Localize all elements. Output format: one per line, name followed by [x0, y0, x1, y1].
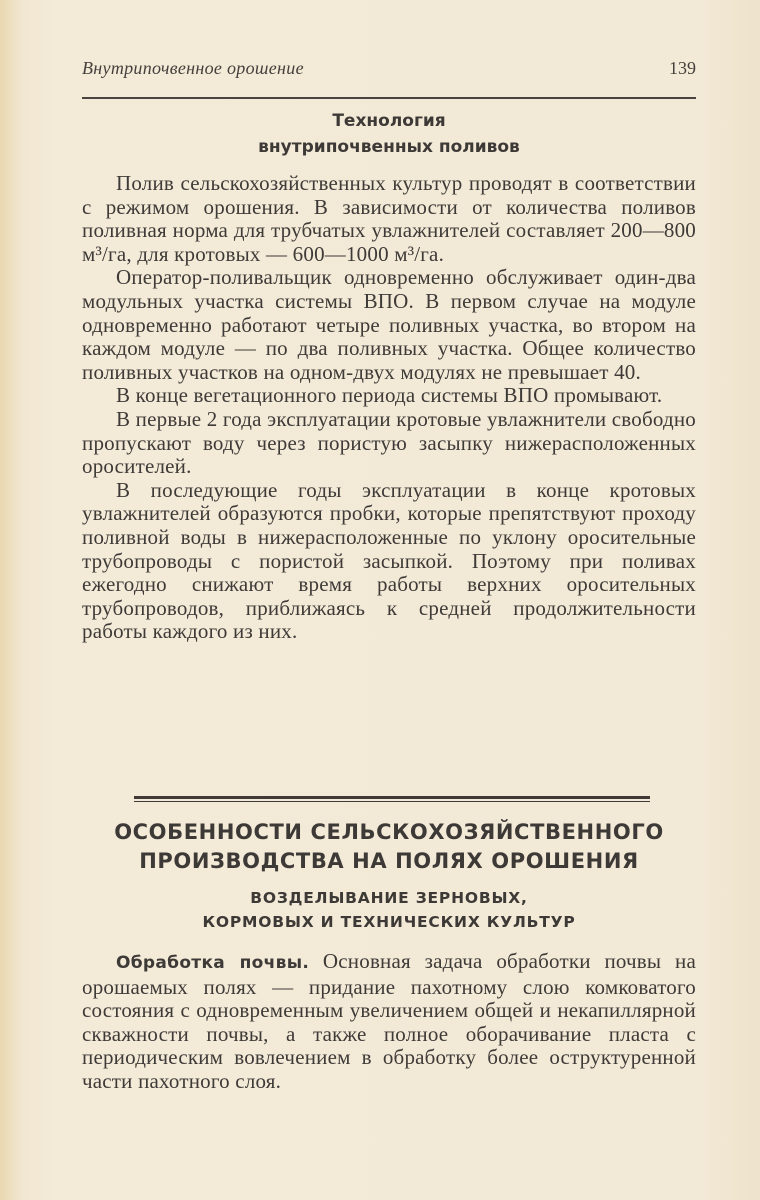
chapter-title-line-2: ПРОИЗВОДСТВА НА ПОЛЯХ ОРОШЕНИЯ: [139, 849, 639, 873]
section-heading-line-1: Технология: [332, 111, 446, 131]
run-in-heading: Обработка почвы.: [116, 953, 310, 973]
divider-thin-line: [134, 801, 650, 802]
section-body: [82, 172, 696, 644]
subsection-title: [82, 886, 696, 934]
page-header: [82, 58, 696, 86]
running-title: Внутрипочвенное орошение: [82, 58, 304, 78]
subsection-title-line-2: КОРМОВЫХ И ТЕХНИЧЕСКИХ КУЛЬТУР: [202, 913, 576, 931]
subsection-body: [82, 950, 696, 1094]
section-heading-line-2: внутрипочвенных поливов: [258, 137, 520, 157]
paragraph: В конце вегетационного периода системы ВПО промывают.: [116, 383, 663, 408]
section-heading-technology: [82, 108, 696, 160]
paragraph: Оператор-поливальщик одновременно обслуживает один-два модульных участка системы ВПО. В первом случае на модуле одновременно работают четыре поливных участка, во втором на каждом модуле — по два поливных участка. Общее количество поливных участков на одном-двух модулях не превышает 40.: [82, 265, 696, 384]
chapter-title: [82, 818, 696, 876]
divider-thick-line: [134, 796, 650, 799]
subsection-title-line-1: ВОЗДЕЛЫВАНИЕ ЗЕРНОВЫХ,: [250, 889, 528, 907]
paragraph: [82, 950, 696, 1094]
header-rule: [82, 97, 696, 99]
paragraph-text: Основная задача обработки почвы на орошаемых полях — придание пахотному слою комковатого состояния с одновременным увеличением общей и некапиллярной скважности почвы, а также полное оборачивание пласта с периодическим вовлечением в обработку более оструктуренной части пахотного слоя.: [82, 949, 696, 1093]
paragraph: В первые 2 года эксплуатации кротовые увлажнители свободно пропускают воду через пористую засыпку нижерасположенных оросителей.: [82, 406, 696, 479]
paragraph: Полив сельскохозяйственных культур проводят в соответствии с режимом орошения. В зависимости от количества поливов поливная норма для трубчатых увлажнителей составляет 200—800 м³/га, для кротовых — 600—1000 м³/га.: [82, 171, 696, 266]
paragraph: В последующие годы эксплуатации в конце кротовых увлажнителей образуются пробки, которые препятствуют проходу поливной воды в нижерасположенные по уклону оросительные трубопроводы с пористой засыпкой. Поэтому при поливах ежегодно снижают время работы верхних оросительных трубопроводов, приближаясь к средней продолжительности работы каждого из них.: [82, 477, 696, 644]
page-number: 139: [669, 58, 696, 78]
chapter-divider: [134, 796, 650, 802]
chapter-title-line-1: ОСОБЕННОСТИ СЕЛЬСКОХОЗЯЙСТВЕННОГО: [114, 820, 664, 844]
